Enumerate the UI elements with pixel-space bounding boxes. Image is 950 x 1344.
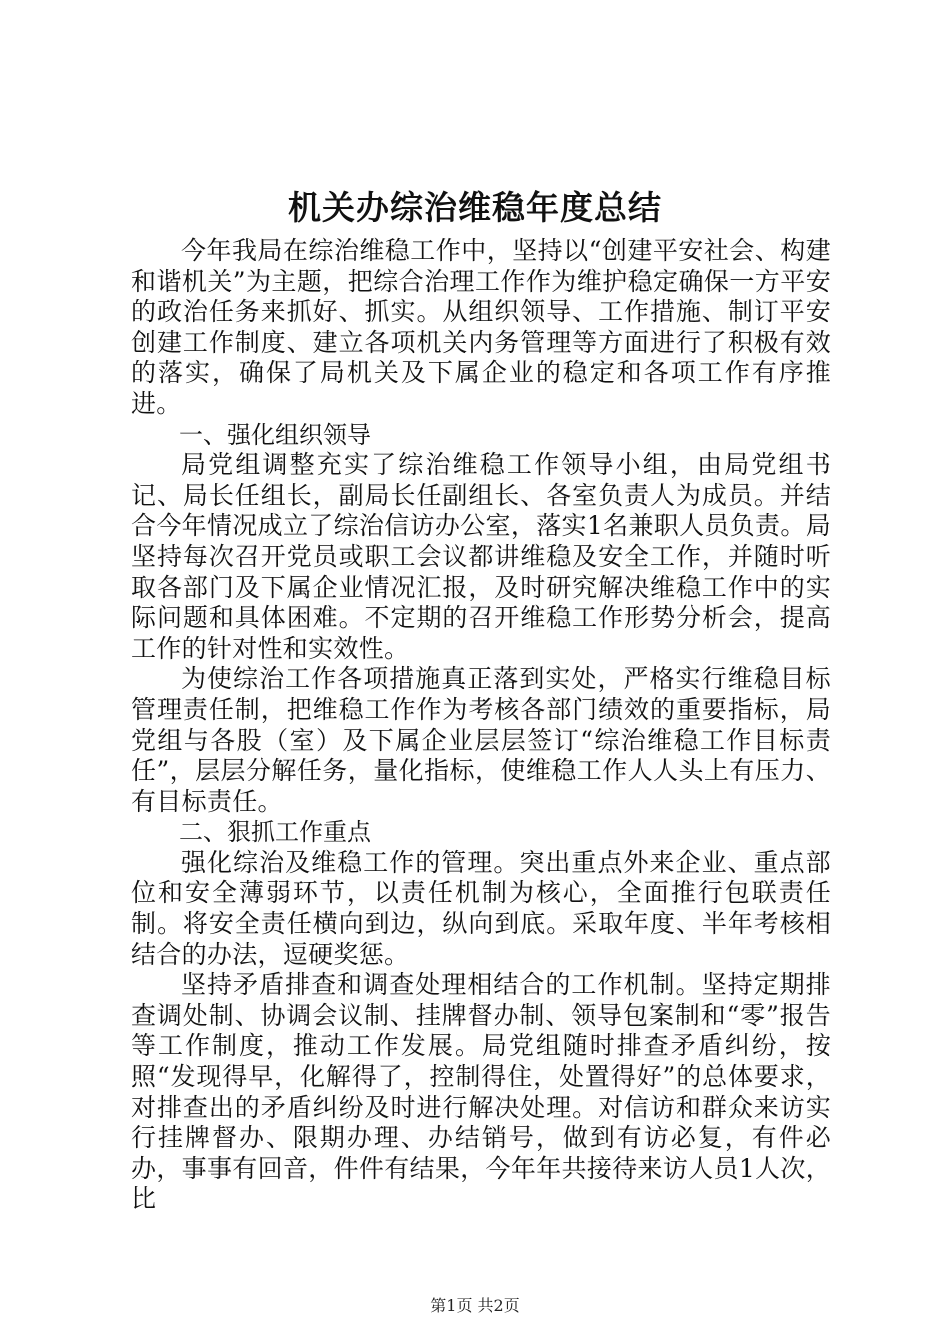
paragraph-intro: 今年我局在综治维稳工作中，坚持以“创建平安社会、构建和谐机关”为主题，把综合治理工作作为维护稳定确保一方平安的政治任务来抓好、抓实。从组织领导、工作措施、制订平安创建工作制度、建立各项机关内务管理等方面进行了积极有效的落实，确保了局机关及下属企业的稳定和各项工作有序推进。: [131, 236, 831, 418]
section-heading-1: 一、强化组织领导: [179, 420, 371, 449]
document-title: 机关办综治维稳年度总结: [288, 188, 662, 227]
paragraph-management: 强化综治及维稳工作的管理。突出重点外来企业、重点部位和安全薄弱环节，以责任机制为核心，全面推行包联责任制。将安全责任横向到边，纵向到底。采取年度、半年考核相结合的办法，逗硬奖惩。: [131, 847, 831, 969]
document-body: [131, 236, 831, 1215]
paragraph-leadership-group: 局党组调整充实了综治维稳工作领导小组，由局党组书记、局长任组长，副局长任副组长、各室负责人为成员。并结合今年情况成立了综治信访办公室，落实1名兼职人员负责。局坚持每次召开党员或职工会议都讲维稳及安全工作，并随时听取各部门及下属企业情况汇报，及时研究解决维稳工作中的实际问题和具体困难。不定期的召开维稳工作形势分析会，提高工作的针对性和实效性。: [131, 450, 831, 663]
page-number-footer: 第1页 共2页: [430, 1296, 520, 1315]
paragraph-dispute-mechanism: 坚持矛盾排查和调查处理相结合的工作机制。坚持定期排查调处制、协调会议制、挂牌督办制、领导包案制和“零”报告等工作制度，推动工作发展。局党组随时排查矛盾纠纷，按照“发现得早，化解得了，控制得住，处置得好”的总体要求，对排查出的矛盾纠纷及时进行解决处理。对信访和群众来访实行挂牌督办、限期办理、办结销号，做到有访必复，有件必办，事事有回音，件件有结果，今年年共接待来访人员1人次，比: [131, 970, 831, 1214]
section-heading-2: 二、狠抓工作重点: [179, 818, 371, 847]
paragraph-responsibility-system: 为使综治工作各项措施真正落到实处，严格实行维稳目标管理责任制，把维稳工作作为考核各部门绩效的重要指标，局党组与各股（室）及下属企业层层签订“综治维稳工作目标责任”，层层分解任务，量化指标，使维稳工作人人头上有压力、有目标责任。: [131, 664, 831, 816]
